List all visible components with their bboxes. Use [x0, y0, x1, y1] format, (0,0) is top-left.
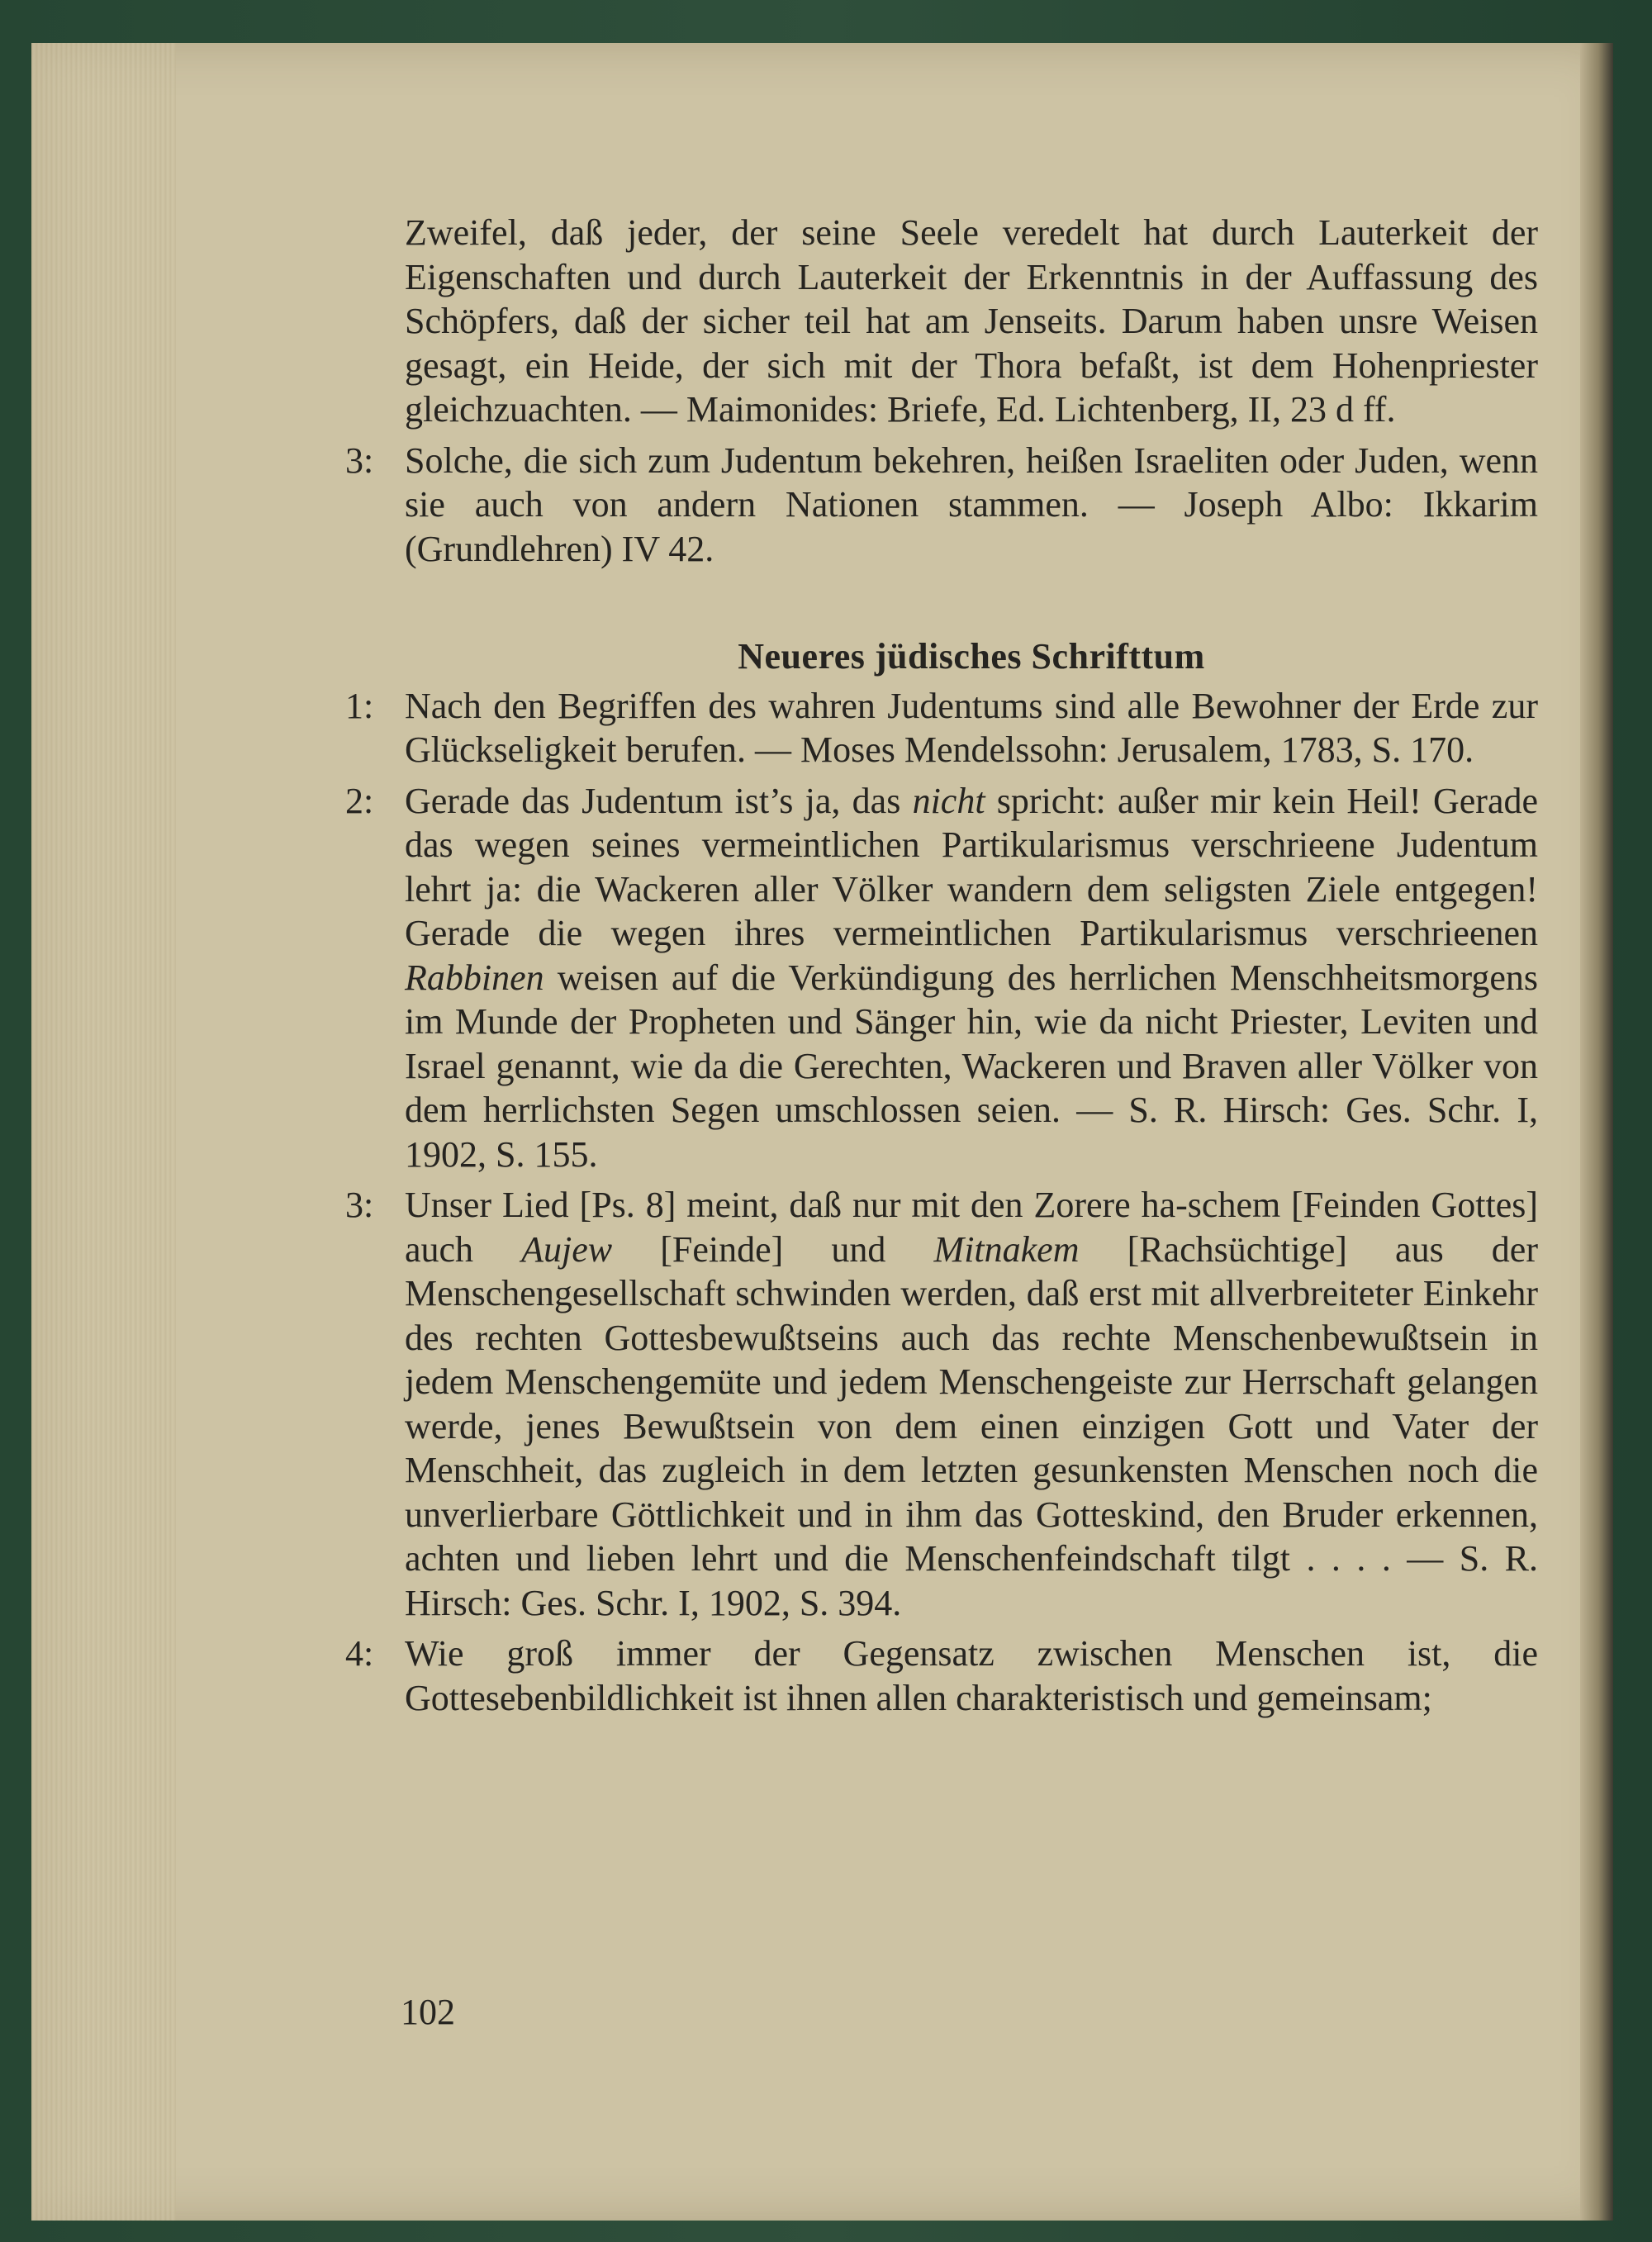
- entry-3-previous: [345, 439, 1538, 572]
- italic-aujew: Aujew: [521, 1228, 613, 1270]
- italic-nicht: nicht: [912, 780, 985, 821]
- entry-text: Solche, die sich zum Judentum bekehren, heißen Israeliten oder Juden, wenn sie auch von andern Nationen stammen. — Joseph Albo: Ikkarim (Grundlehren) IV 42.: [405, 439, 1538, 569]
- continuation-paragraph: Zweifel, daß jeder, der seine Seele veredelt hat durch Lauterkeit der Eigenschaften und durch Lauterkeit der Erkenntnis in der Auffassung des Schöpfers, daß der sicher teil hat am Jenseits. Darum haben unsre Weisen gesagt, ein Heide, der sich mit der Thora befaßt, ist dem Hohenpriester gleichzuachten. — Maimonides: Briefe, Ed. Lichtenberg, II, 23 d ff.: [405, 212, 1538, 430]
- page-number: 102: [401, 1992, 455, 2032]
- entry-number: 3:: [345, 1185, 374, 1225]
- entry-text: Unser Lied [Ps. 8] meint, daß nur mit den Zorere ha-schem [Feinden Gottes] auch Aujew [Feinde] und Mitnakem [Rachsüchtige] aus der Menschengesellschaft schwinden werden, daß erst mit allverbreiteter Einkehr des rechten Gottesbewußtseins auch das rechte Menschenbewußtsein in jedem Menschengemüte und jedem Menschengeiste zur Herrschaft gelangen werde, jenes Bewußtsein von dem einen einzigen Gott und Vater der Menschheit, das zugleich in dem letzten gesunkensten Menschen noch die unverlierbare Göttlichkeit und in ihm das Gotteskind, den Bruder erkennen, achten und lieben lehrt und die Menschenfeindschaft tilgt . . . . — S. R. Hirsch: Ges. Schr. I, 1902, S. 394.: [405, 1185, 1538, 1623]
- entry-2: [345, 779, 1538, 1177]
- entry-number: 4:: [345, 1633, 374, 1674]
- entry-number: 3:: [345, 439, 374, 481]
- page-edges: [31, 43, 176, 2221]
- entry-1: [345, 684, 1538, 772]
- entry-3: [345, 1183, 1538, 1625]
- entry-number: 2:: [345, 780, 374, 821]
- italic-mitnakem: Mitnakem: [933, 1228, 1080, 1270]
- section-heading: Neueres jüdisches Schrifttum: [738, 636, 1205, 677]
- page-body: [345, 211, 1538, 1720]
- book-gutter: [1580, 43, 1613, 2221]
- entry-text: Nach den Begriffen des wahren Judentums sind alle Bewohner der Erde zur Glückseligkeit berufen. — Moses Mendelssohn: Jerusalem, 1783, S. 170.: [405, 685, 1538, 770]
- entry-number: 1:: [345, 685, 374, 726]
- entry-text: Wie groß immer der Gegensatz zwischen Menschen ist, die Gottesebenbildlichkeit ist ihnen allen charakteristisch und gemeinsam;: [405, 1633, 1538, 1718]
- entry-4: [345, 1632, 1538, 1720]
- entry-text: Gerade das Judentum ist’s ja, das nicht spricht: außer mir kein Heil! Gerade das wegen seines vermeintlichen Partikularismus verschrieene Judentum lehrt ja: die Wackeren aller Völker wandern dem seligsten Ziele entgegen! Gerade die wegen ihres vermeintlichen Partikularismus verschrieenen Rabbinen weisen auf die Verkündigung des herrlichen Menschheitsmorgens im Munde der Propheten und Sänger hin, wie da nicht Priester, Leviten und Israel genannt, wie da die Gerechten, Wackeren und Braven aller Völker von dem herrlichsten Segen umschlossen seien. — S. R. Hirsch: Ges. Schr. I, 1902, S. 155.: [405, 780, 1538, 1175]
- italic-rabbinen: Rabbinen: [405, 957, 544, 998]
